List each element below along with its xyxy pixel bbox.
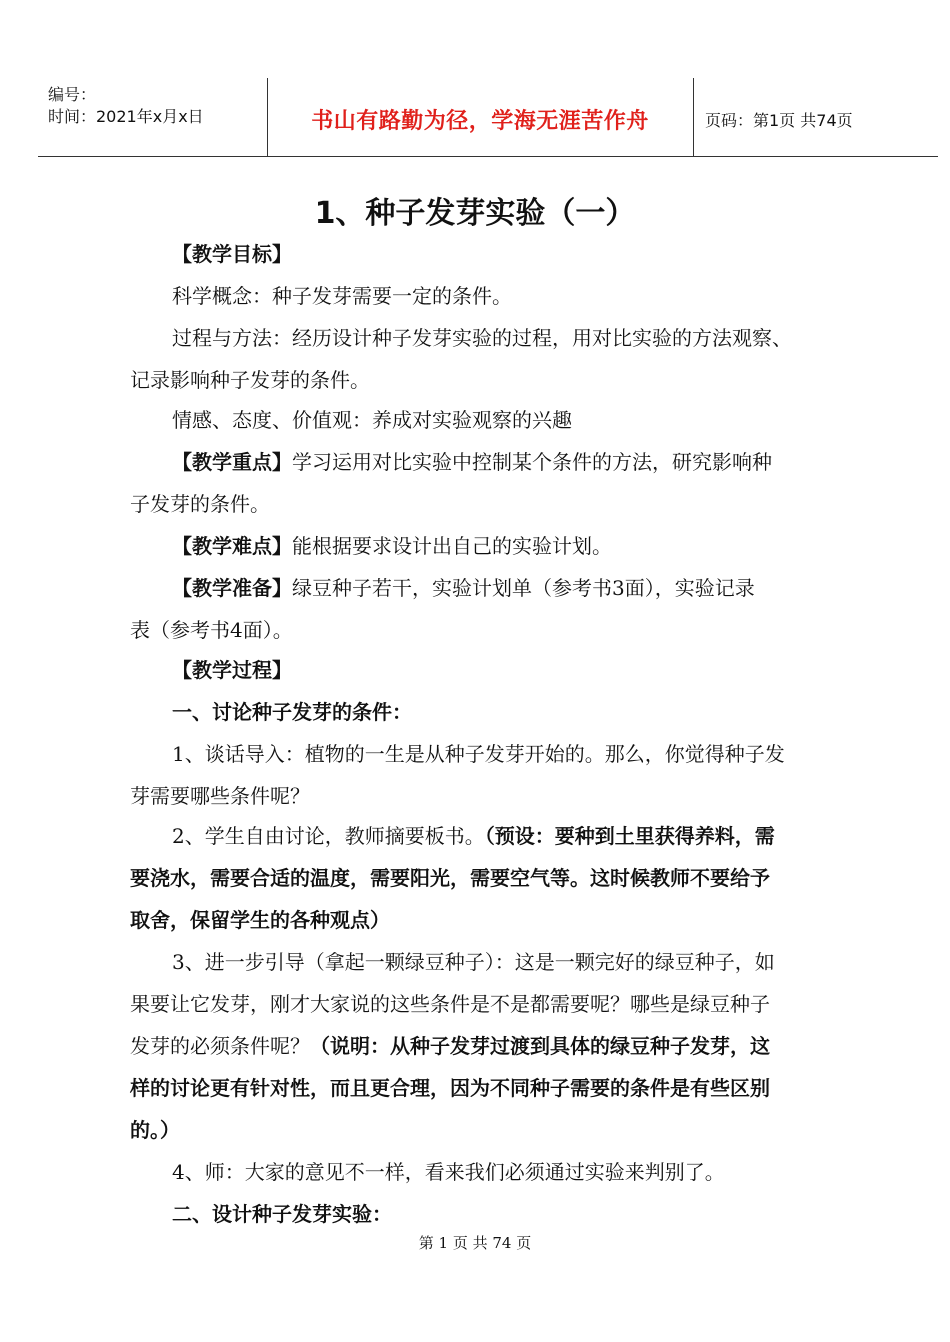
text-line — [172, 1156, 725, 1185]
body-text: 绿豆种子若干，实验计划单（参考书3面），实验记录 — [292, 576, 755, 600]
page-header — [38, 78, 938, 157]
body-text: 1、谈话导入：植物的一生是从种子发芽开始的。那么，你觉得种子发 — [172, 742, 785, 766]
text-line — [130, 488, 270, 517]
body-text: 4、师：大家的意见不一样，看来我们必须通过实验来判别了。 — [172, 1160, 725, 1184]
body-text: 2、学生自由讨论，教师摘要板书。 — [172, 824, 485, 848]
text-line — [130, 614, 293, 643]
body-text: 果要让它发芽，刚才大家说的这些条件是不是都需要呢？哪些是绿豆种子 — [130, 992, 770, 1016]
text-line — [172, 738, 785, 767]
bold-note-text: （预设：要种到土里获得养料，需 — [484, 824, 775, 848]
text-line — [172, 1198, 392, 1227]
bold-text: 取舍，保留学生的各种观点） — [130, 908, 390, 932]
page-footer: 第 1 页 共 74 页 — [418, 1234, 532, 1252]
text-line — [130, 1030, 770, 1059]
text-line — [172, 280, 512, 309]
motto: 书山有路勤为径，学海无涯苦作舟 — [311, 109, 649, 134]
bold-text: 要浇水，需要合适的温度，需要阳光，需要空气等。这时候教师不要给予 — [130, 866, 770, 890]
bold-text: 【教学重点】 — [172, 450, 292, 474]
bold-text: 的。） — [130, 1118, 180, 1142]
header-motto-cell — [267, 78, 694, 156]
text-line — [130, 1114, 180, 1143]
text-line — [130, 904, 390, 933]
text-line — [172, 238, 292, 267]
bold-text: 样的讨论更有针对性，而且更合理，因为不同种子需要的条件是有些区别 — [130, 1076, 770, 1100]
bold-text: 一、讨论种子发芽的条件： — [172, 700, 412, 724]
text-line — [130, 780, 310, 809]
body-text: 过程与方法：经历设计种子发芽实验的过程，用对比实验的方法观察、 — [172, 326, 792, 350]
date-label: 时间：2021年x月x日 — [48, 107, 204, 126]
bold-text: 【教学准备】 — [172, 576, 292, 600]
body-text: 学习运用对比实验中控制某个条件的方法，研究影响种 — [292, 450, 772, 474]
text-line — [172, 572, 755, 601]
text-line — [130, 862, 770, 891]
body-text: 能根据要求设计出自己的实验计划。 — [292, 534, 612, 558]
body-text: 科学概念：种子发芽需要一定的条件。 — [172, 284, 512, 308]
text-line — [130, 1072, 770, 1101]
header-info-cell — [38, 78, 268, 156]
text-line — [172, 654, 292, 683]
text-line — [172, 946, 775, 975]
text-line — [172, 820, 775, 849]
body-text: 记录影响种子发芽的条件。 — [130, 368, 370, 392]
body-text: 发芽的必须条件呢？ — [130, 1034, 310, 1058]
text-line — [130, 364, 370, 393]
text-line — [172, 696, 412, 725]
body-text: 表（参考书4面）。 — [130, 618, 293, 642]
body-text: 情感、态度、价值观：养成对实验观察的兴趣 — [172, 408, 572, 432]
bold-text: 【教学难点】 — [172, 534, 292, 558]
text-line — [172, 446, 772, 475]
body-text: 芽需要哪些条件呢？ — [130, 784, 310, 808]
bold-text: 【教学过程】 — [172, 658, 292, 682]
body-text: 3、进一步引导（拿起一颗绿豆种子）：这是一颗完好的绿豆种子，如 — [172, 950, 775, 974]
page-info: 页码：第1页 共74页 — [705, 111, 853, 130]
body-text: 子发芽的条件。 — [130, 492, 270, 516]
text-line — [130, 988, 770, 1017]
text-line — [172, 530, 612, 559]
bold-note-text: （说明：从种子发芽过渡到具体的绿豆种子发芽，这 — [310, 1034, 770, 1058]
bold-text: 二、设计种子发芽实验： — [172, 1202, 392, 1226]
text-line — [172, 404, 572, 433]
header-page-cell — [693, 78, 938, 156]
document-title: 1、种子发芽实验（一） — [314, 196, 636, 231]
bold-text: 【教学目标】 — [172, 242, 292, 266]
text-line — [172, 322, 792, 351]
serial-label: 编号： — [48, 85, 97, 104]
